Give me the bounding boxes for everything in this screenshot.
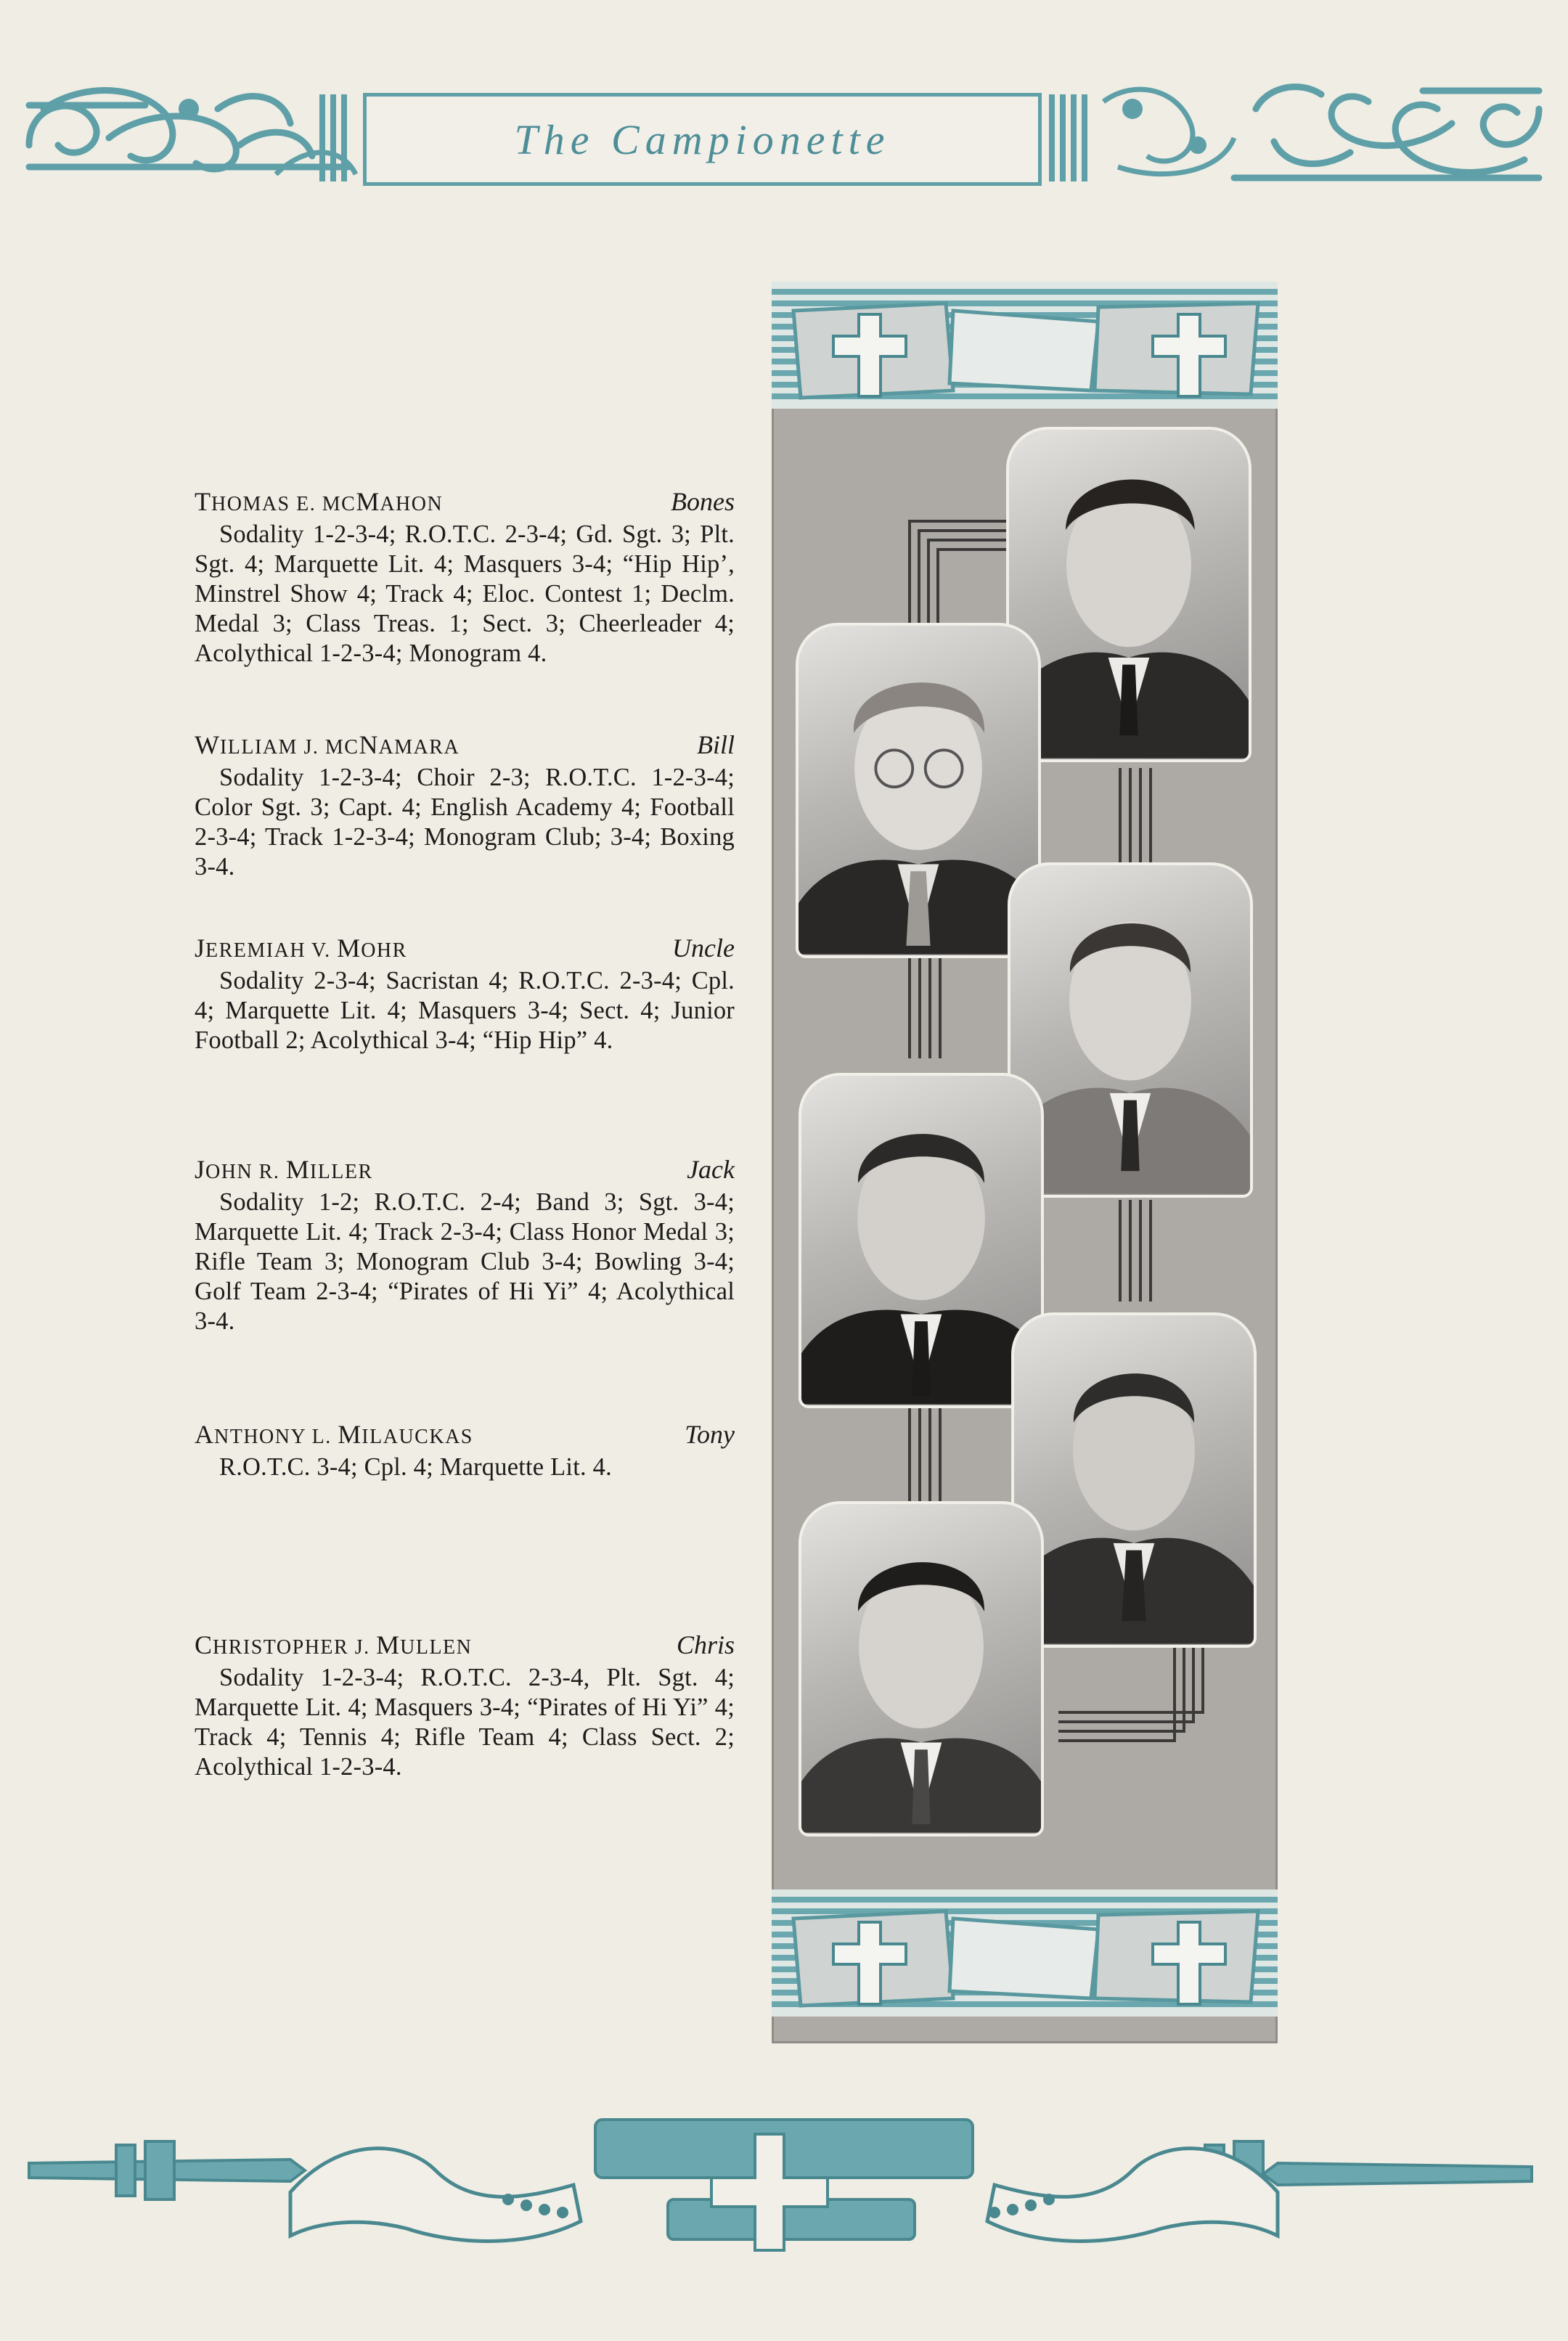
nickname: Jack bbox=[687, 1155, 735, 1184]
portrait-photo bbox=[1011, 1312, 1257, 1648]
header-title-frame bbox=[363, 93, 1042, 186]
name-line bbox=[195, 730, 735, 763]
portrait-photo bbox=[796, 623, 1041, 958]
nickname: Chris bbox=[676, 1630, 735, 1659]
name-line bbox=[195, 1154, 735, 1188]
portrait-photo bbox=[799, 1073, 1044, 1408]
activities-text: Sodality 1-2-3-4; R.O.T.C. 2-3-4, Plt. Sgt. 4; Marquette Lit. 4; Masquers 3-4; “Pirates of Hi Yi” 4; Track 4; Tennis 4; Rifle Team 4; Class Sect. 2; Acolythical 1-2-3-4. bbox=[195, 1664, 735, 1781]
activities-text: Sodality 1-2-3-4; R.O.T.C. 2-3-4; Gd. Sgt. 3; Plt. Sgt. 4; Marquette Lit. 4; Masquers 3-4; “Hip Hip’, Minstrel Show 4; Track 4; Eloc. Contest 1; Declm. Medal 3; Class Treas. 1; Sect. 3; Cheerleader 4; Acolythical 1-2-3-4; Monogram 4. bbox=[195, 520, 735, 667]
portrait-photo bbox=[799, 1501, 1044, 1837]
student-name: JOHN R. MILLER bbox=[195, 1155, 373, 1184]
nickname: Bones bbox=[671, 487, 735, 516]
student-entry bbox=[195, 1154, 735, 1336]
activities-text: Sodality 1-2-3-4; Choir 2-3; R.O.T.C. 1-2-3-4; Color Sgt. 3; Capt. 4; English Academy 4; Football 2-3-4; Track 1-2-3-4; Monogram Club; 3-4; Boxing 3-4. bbox=[195, 764, 735, 881]
student-entry bbox=[195, 1630, 735, 1782]
name-line bbox=[195, 933, 735, 966]
student-name: ANTHONY L. MILAUCKAS bbox=[195, 1420, 473, 1449]
name-line bbox=[195, 1630, 735, 1663]
footer-ornament bbox=[0, 2091, 1568, 2265]
portrait-panel bbox=[772, 282, 1278, 2043]
student-entry bbox=[195, 1419, 735, 1482]
student-name: CHRISTOPHER J. MULLEN bbox=[195, 1630, 473, 1659]
nickname: Bill bbox=[697, 730, 735, 759]
activities-text: R.O.T.C. 3-4; Cpl. 4; Marquette Lit. 4. bbox=[219, 1453, 612, 1481]
student-name: THOMAS E. MCMAHON bbox=[195, 487, 444, 516]
line-connector bbox=[1113, 768, 1156, 877]
student-name: WILLIAM J. MCNAMARA bbox=[195, 730, 460, 759]
student-entry bbox=[195, 730, 735, 882]
line-connector bbox=[1113, 1200, 1156, 1302]
nickname: Uncle bbox=[672, 933, 735, 963]
cross-banner-bottom bbox=[772, 1889, 1278, 2017]
nickname: Tony bbox=[685, 1420, 735, 1449]
line-connector bbox=[902, 957, 946, 1058]
name-line bbox=[195, 1419, 735, 1453]
line-connector bbox=[906, 514, 1008, 623]
line-connector bbox=[902, 1400, 946, 1501]
portrait-photo bbox=[1006, 427, 1251, 762]
name-line bbox=[195, 486, 735, 520]
portrait-photo bbox=[1008, 862, 1253, 1198]
activities-text: Sodality 1-2; R.O.T.C. 2-4; Band 3; Sgt. 3-4; Marquette Lit. 4; Track 2-3-4; Class Honor Medal 3; Rifle Team 3; Monogram Club 3-4; Bowling 3-4; Golf Team 2-3-4; “Pirates of Hi Yi” 4; Acolythical 3-4. bbox=[195, 1188, 735, 1335]
student-entry bbox=[195, 486, 735, 669]
cross-banner-top bbox=[772, 282, 1278, 409]
activities-text: Sodality 2-3-4; Sacristan 4; R.O.T.C. 2-3-4; Cpl. 4; Marquette Lit. 4; Masquers 3-4; Sect. 4; Junior Football 2; Acolythical 3-4; “Hip Hip” 4. bbox=[195, 967, 735, 1054]
running-header-title: The Campionette bbox=[514, 115, 891, 163]
line-connector bbox=[1058, 1639, 1207, 1755]
student-entry bbox=[195, 933, 735, 1055]
student-name: JEREMIAH V. MOHR bbox=[195, 933, 407, 963]
